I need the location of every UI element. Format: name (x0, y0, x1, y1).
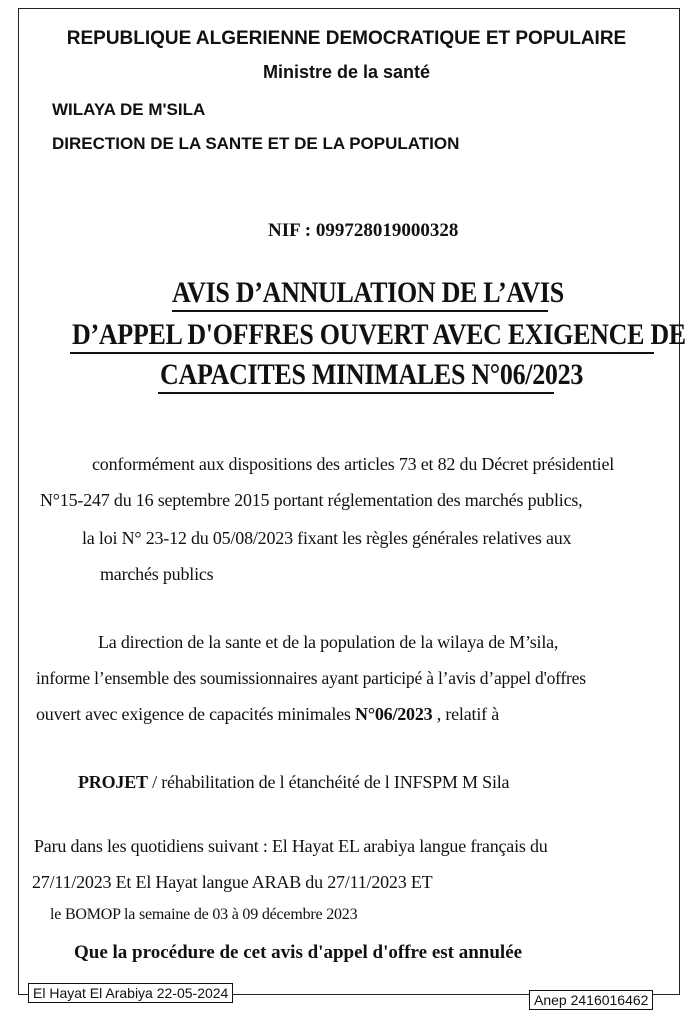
para3-line-2: 27/11/2023 Et El Hayat langue ARAB du 27/11/2023 ET (32, 872, 433, 892)
republic-heading: REPUBLIQUE ALGERIENNE DEMOCRATIQUE ET POPULAIRE (66, 28, 627, 49)
para1-line-1: conformément aux dispositions des articles 73 et 82 du Décret présidentiel (92, 454, 615, 474)
para1-line-4: marchés publics (100, 564, 214, 584)
para2-line-3-suffix: , relatif à (432, 704, 500, 724)
wilaya-label: WILAYA DE M'SILA (52, 100, 206, 119)
para3-line-3: le BOMOP la semaine de 03 à 09 décembre 2023 (50, 906, 358, 923)
nif-number: NIF : 099728019000328 (268, 220, 459, 241)
title-line-3: CAPACITES MINIMALES N°06/2023 (160, 358, 584, 391)
title-underline-3 (158, 392, 554, 394)
anep-reference: Anep 2416016462 (529, 990, 653, 1010)
para2-line-2: informe l’ensemble des soumissionnaires ayant participé à l’avis d’appel d'offres (36, 668, 586, 688)
title-underline-1 (172, 310, 548, 312)
para2-line-3 (36, 704, 499, 725)
conclusion-text: Que la procédure de cet avis d'appel d'offre est annulée (74, 942, 523, 963)
para1-line-2: N°15-247 du 16 septembre 2015 portant réglementation des marchés publics, (40, 490, 583, 510)
para2-line-3-prefix: ouvert avec exigence de capacités minimales (36, 704, 356, 724)
para1-line-3: la loi N° 23-12 du 05/08/2023 fixant les règles générales relatives aux (82, 528, 572, 548)
title-line-2: D’APPEL D'OFFRES OUVERT AVEC EXIGENCE DE (72, 318, 686, 351)
para2-line-1: La direction de la sante et de la population de la wilaya de M’sila, (98, 632, 559, 652)
para3-line-1: Paru dans les quotidiens suivant : El Hayat EL arabiya langue français du (34, 836, 548, 856)
ministry-heading: Ministre de la santé (262, 62, 431, 82)
project-text: / réhabilitation de l étanchéité de l INFSPM M Sila (147, 772, 510, 792)
title-underline-2 (70, 352, 654, 354)
tender-number: N°06/2023 (355, 704, 433, 724)
project-label: PROJET (78, 772, 148, 792)
direction-label: DIRECTION DE LA SANTE ET DE LA POPULATION (52, 134, 460, 153)
newspaper-reference: El Hayat El Arabiya 22-05-2024 (28, 983, 233, 1003)
project-line (78, 772, 509, 793)
title-line-1: AVIS D’ANNULATION DE L’AVIS (172, 276, 564, 309)
